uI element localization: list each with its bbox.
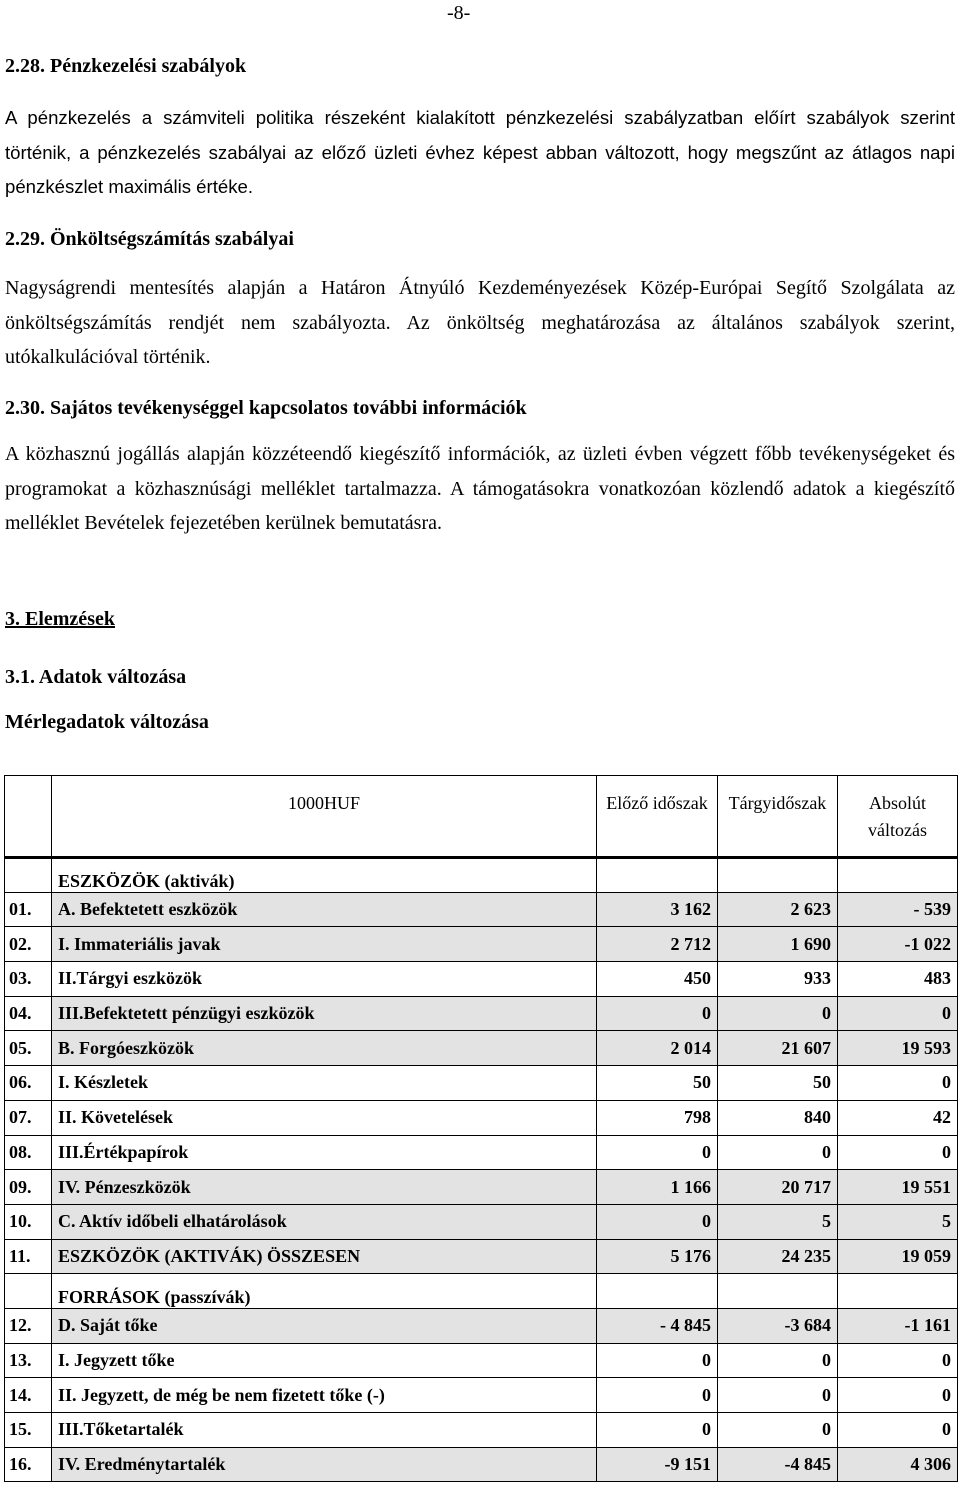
value-curr: -4 845: [718, 1447, 838, 1482]
value-abs: 0: [838, 1343, 958, 1378]
value-curr: 0: [718, 1378, 838, 1413]
row-label: II.Tárgyi eszközök: [52, 962, 597, 997]
row-number: 06.: [5, 1066, 52, 1101]
table-row: [5, 1239, 958, 1274]
value-abs: -1 022: [838, 927, 958, 962]
row-number: [5, 1274, 52, 1309]
value-abs: 19 551: [838, 1170, 958, 1205]
value-curr: 0: [718, 1413, 838, 1448]
value-abs: 483: [838, 962, 958, 997]
header-curr: Tárgyidőszak: [718, 776, 838, 858]
row-number: 11.: [5, 1239, 52, 1274]
value-prev: 0: [597, 1204, 718, 1239]
value-abs: - 539: [838, 892, 958, 927]
table-row: [5, 858, 958, 893]
analysis-title: 3. Elemzések: [5, 608, 115, 630]
row-label: C. Aktív időbeli elhatárolások: [52, 1204, 597, 1239]
row-number: 09.: [5, 1170, 52, 1205]
value-prev: 2 014: [597, 1031, 718, 1066]
row-number: 15.: [5, 1413, 52, 1448]
value-abs: [838, 1274, 958, 1309]
value-abs: 0: [838, 996, 958, 1031]
section-title-sajatos: 2.30. Sajátos tevékenységgel kapcsolatos további információk: [5, 397, 527, 419]
value-prev: 0: [597, 1343, 718, 1378]
row-number: 08.: [5, 1135, 52, 1170]
row-label: IV. Eredménytartalék: [52, 1447, 597, 1482]
value-prev: 0: [597, 1135, 718, 1170]
row-label: I. Immateriális javak: [52, 927, 597, 962]
row-label: I. Jegyzett tőke: [52, 1343, 597, 1378]
balance-table-wrapper: [4, 775, 957, 1482]
row-label: III.Befektetett pénzügyi eszközök: [52, 996, 597, 1031]
row-label: FORRÁSOK (passzívák): [52, 1274, 597, 1309]
value-curr: 2 623: [718, 892, 838, 927]
row-number: 12.: [5, 1308, 52, 1343]
value-curr: [718, 1274, 838, 1309]
table-row: [5, 927, 958, 962]
value-abs: 0: [838, 1135, 958, 1170]
row-number: 10.: [5, 1204, 52, 1239]
value-prev: 5 176: [597, 1239, 718, 1274]
table-row: [5, 1031, 958, 1066]
value-abs: 0: [838, 1413, 958, 1448]
table-row: [5, 1447, 958, 1482]
table-row: [5, 1204, 958, 1239]
table-row: [5, 1100, 958, 1135]
value-curr: 1 690: [718, 927, 838, 962]
row-number: 04.: [5, 996, 52, 1031]
section-text-onkoltseg: Nagyságrendi mentesítés alapján a Határon Átnyúló Kezdeményezések Közép-Európai Segítő Szolgálata az önköltségszámítás rendjét nem szabályozta. Az önköltség meghatározása az általános szabályok szerint, utókalkulációval történik.: [5, 277, 955, 369]
table-title: Mérlegadatok változása: [5, 711, 209, 733]
value-curr: 0: [718, 996, 838, 1031]
value-prev: 50: [597, 1066, 718, 1101]
table-row: [5, 1066, 958, 1101]
value-prev: - 4 845: [597, 1308, 718, 1343]
value-curr: 0: [718, 1135, 838, 1170]
row-number: 13.: [5, 1343, 52, 1378]
value-prev: 3 162: [597, 892, 718, 927]
value-prev: -9 151: [597, 1447, 718, 1482]
section-title-pk: 2.28. Pénzkezelési szabályok: [5, 55, 247, 77]
page-number: -8-: [447, 2, 471, 24]
row-label: ESZKÖZÖK (aktivák): [52, 858, 597, 893]
value-curr: 933: [718, 962, 838, 997]
row-number: 05.: [5, 1031, 52, 1066]
value-abs: 0: [838, 1378, 958, 1413]
row-number: 02.: [5, 927, 52, 962]
value-abs: 0: [838, 1066, 958, 1101]
table-row: [5, 996, 958, 1031]
value-prev: [597, 1274, 718, 1309]
row-label: I. Készletek: [52, 1066, 597, 1101]
value-prev: 0: [597, 1378, 718, 1413]
table-row: [5, 1308, 958, 1343]
value-curr: 0: [718, 1343, 838, 1378]
section-text-sajatos: A közhasznú jogállás alapján közzéteendő kiegészítő információk, az üzleti évben végzett főbb tevékenységeket és programokat a közhasznúsági melléklet tartalmazza. A támogatásokra vonatkozóan közlendő adatok a kiegészítő melléklet Bevételek fejezetében kerülnek bemutatásra.: [5, 443, 955, 535]
value-prev: [597, 858, 718, 893]
table-row: [5, 1378, 958, 1413]
table-row: [5, 1135, 958, 1170]
row-number: 16.: [5, 1447, 52, 1482]
table-header-row: [5, 776, 958, 858]
value-curr: 50: [718, 1066, 838, 1101]
section-title-onkoltseg: 2.29. Önköltségszámítás szabályai: [5, 228, 294, 250]
row-label: IV. Pénzeszközök: [52, 1170, 597, 1205]
table-row: [5, 1343, 958, 1378]
row-label: D. Saját tőke: [52, 1308, 597, 1343]
value-prev: 1 166: [597, 1170, 718, 1205]
table-row: [5, 892, 958, 927]
row-label: A. Befektetett eszközök: [52, 892, 597, 927]
value-curr: 24 235: [718, 1239, 838, 1274]
value-prev: 798: [597, 1100, 718, 1135]
table-row: [5, 1274, 958, 1309]
row-number: 14.: [5, 1378, 52, 1413]
row-label: B. Forgóeszközök: [52, 1031, 597, 1066]
row-label: II. Jegyzett, de még be nem fizetett tőke (-): [52, 1378, 597, 1413]
value-curr: -3 684: [718, 1308, 838, 1343]
value-prev: 2 712: [597, 927, 718, 962]
section-text-pk: A pénzkezelés a számviteli politika részeként kialakított pénzkezelési szabályzatban előírt szabályok szerint történik, a pénzkezelés szabályai az előző üzleti évhez képest abban változott, hogy megszűnt az átlagos napi pénzkészlet maximális értéke.: [5, 107, 955, 198]
header-prev: Előző időszak: [597, 776, 718, 858]
value-curr: 840: [718, 1100, 838, 1135]
value-curr: [718, 858, 838, 893]
value-prev: 0: [597, 1413, 718, 1448]
table-row: [5, 962, 958, 997]
value-curr: 21 607: [718, 1031, 838, 1066]
value-prev: 450: [597, 962, 718, 997]
row-number: 03.: [5, 962, 52, 997]
table-body: [5, 858, 958, 1482]
row-number: [5, 858, 52, 893]
value-curr: 20 717: [718, 1170, 838, 1205]
row-label: III.Értékpapírok: [52, 1135, 597, 1170]
value-abs: 5: [838, 1204, 958, 1239]
row-label: II. Követelések: [52, 1100, 597, 1135]
value-abs: 19 593: [838, 1031, 958, 1066]
row-number: 01.: [5, 892, 52, 927]
table-row: [5, 1170, 958, 1205]
value-abs: 19 059: [838, 1239, 958, 1274]
value-curr: 5: [718, 1204, 838, 1239]
balance-table: [4, 775, 958, 1482]
value-abs: 4 306: [838, 1447, 958, 1482]
value-abs: -1 161: [838, 1308, 958, 1343]
value-abs: 42: [838, 1100, 958, 1135]
row-label: III.Tőketartalék: [52, 1413, 597, 1448]
header-abs: Absolút változás: [838, 776, 958, 858]
header-blank: [5, 776, 52, 858]
analysis-subtitle: 3.1. Adatok változása: [5, 666, 187, 688]
table-row: [5, 1413, 958, 1448]
row-label: ESZKÖZÖK (AKTIVÁK) ÖSSZESEN: [52, 1239, 597, 1274]
value-abs: [838, 858, 958, 893]
row-number: 07.: [5, 1100, 52, 1135]
value-prev: 0: [597, 996, 718, 1031]
header-unit: 1000HUF: [52, 776, 597, 858]
